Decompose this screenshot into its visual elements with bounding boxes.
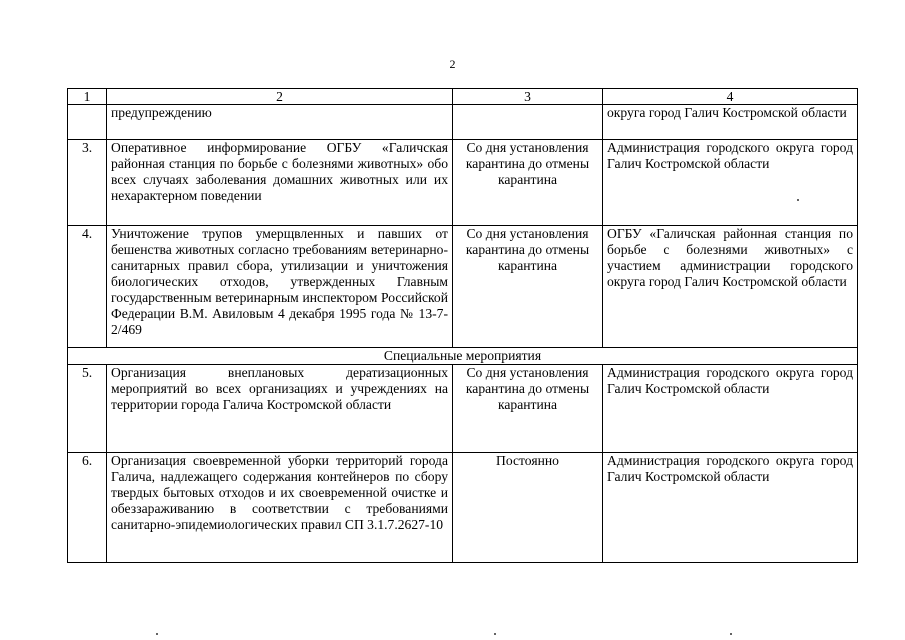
row-number: 6. [68, 453, 107, 563]
table-row [68, 365, 858, 453]
scan-speck [797, 199, 799, 201]
table-row [68, 140, 858, 226]
page-number: 2 [449, 57, 456, 71]
row-description: Организация своевременной уборки территорий города Галича, надлежащего содержания контейнеров по сбору твердых бытовых отходов и их своевременной очистке и обеззараживанию в соответствии с требованиями санитарно-эпидемиологических правил СП 3.1.7.2627-10 [107, 453, 453, 563]
row-period [453, 105, 603, 140]
row-number: 4. [68, 226, 107, 348]
row-description: Организация внеплановых дератизационных мероприятий во всех организациях и учреждениях на территории города Галича Костромской области [107, 365, 453, 453]
table-header-row [68, 89, 858, 105]
row-period: Постоянно [453, 453, 603, 563]
row-responsible: округа город Галич Костромской области [603, 105, 858, 140]
scan-speck [156, 633, 158, 635]
scan-speck [730, 633, 732, 635]
header-col-3: 3 [453, 89, 603, 105]
row-responsible: Администрация городского округа город Галич Костромской области [603, 453, 858, 563]
table-row-continuation [68, 105, 858, 140]
scan-speck [494, 633, 496, 635]
row-description: Оперативное информирование ОГБУ «Галичская районная станция по борьбе с болезнями животных» обо всех случаях заболевания домашних животных или их нехарактерном поведении [107, 140, 453, 226]
row-description: Уничтожение трупов умерщвленных и павших от бешенства животных согласно требованиям ветеринарно-санитарных правил сбора, утилизации и уничтожения биологических отходов, утвержденных Главным государственным ветеринарным инспектором Российской Федерации В.М. Авиловым 4 декабря 1995 года № 13-7-2/469 [107, 226, 453, 348]
row-number: 5. [68, 365, 107, 453]
header-col-2: 2 [107, 89, 453, 105]
row-period: Со дня установления карантина до отмены карантина [453, 140, 603, 226]
section-title: Специальные мероприятия [68, 348, 858, 365]
row-number-cell [68, 105, 107, 140]
row-period: Со дня установления карантина до отмены карантина [453, 226, 603, 348]
table-row [68, 226, 858, 348]
header-col-4: 4 [603, 89, 858, 105]
section-row [68, 348, 858, 365]
row-responsible: Администрация городского округа город Галич Костромской области [603, 365, 858, 453]
row-responsible: ОГБУ «Галичская районная станция по борьбе с болезнями животных» с участием администрации городского округа город Галич Костромской области [603, 226, 858, 348]
header-col-1: 1 [68, 89, 107, 105]
table-row [68, 453, 858, 563]
row-number: 3. [68, 140, 107, 226]
row-period: Со дня установления карантина до отмены карантина [453, 365, 603, 453]
measures-table [67, 88, 858, 563]
row-description: предупреждению [107, 105, 453, 140]
row-responsible: Администрация городского округа город Галич Костромской области [603, 140, 858, 226]
